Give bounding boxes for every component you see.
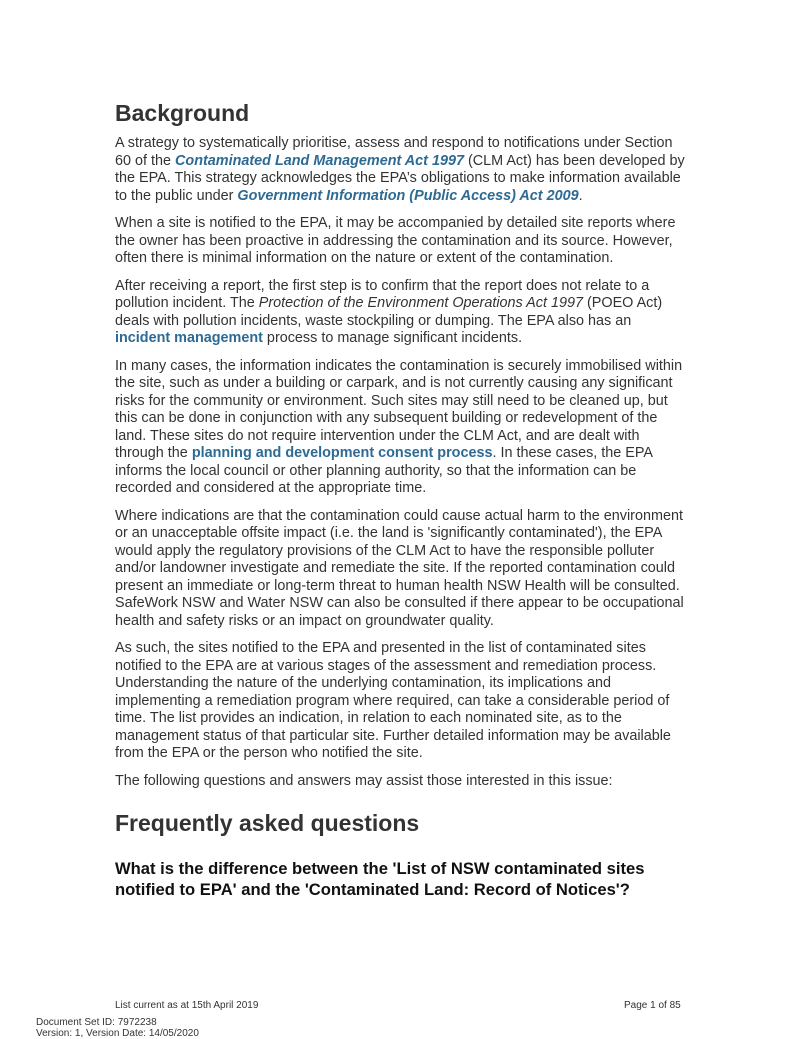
clm-act-link[interactable]: Contaminated Land Management Act 1997 [175, 152, 464, 169]
footer-page-number: Page 1 of 85 [624, 1000, 681, 1011]
paragraph-first-step: After receiving a report, the first step is to confirm that the report does not relate to a pollution incident. The Protection of the Environment Operations Act 1997 (POEO Act) deals with pollution incidents, waste stockpiling or dumping. The EPA also has an incident management process to manage significant incidents. [115, 277, 663, 346]
faq-question-1: What is the difference between the 'List of NSW contaminated sites notified to EPA' and the 'Contaminated Land: Record of Notices'? [115, 859, 645, 899]
faq-heading: Frequently asked questions [115, 810, 420, 836]
document-set-id: Document Set ID: 7972238 [36, 1017, 157, 1028]
paragraph-following: The following questions and answers may assist those interested in this issue: [115, 772, 613, 789]
paragraph-as-such: As such, the sites notified to the EPA and presented in the list of contaminated sites notified to the EPA are at various stages of the assessment and remediation process. Understanding the nature of the underlying contamination, its implications and implementing a remediation program where required, can take a considerable period of time. The list provides an indication, in relation to each nominated site, as to the management status of that particular site. Further detailed information may be available from the EPA or the person who notified the site. [115, 640, 671, 761]
background-heading: Background [115, 100, 250, 126]
paragraph-notified: When a site is notified to the EPA, it may be accompanied by detailed site reports where the owner has been proactive in addressing the contamination and its source. However, often there is minimal information on the nature or extent of the contamination. [115, 215, 676, 266]
paragraph-strategy: A strategy to systematically prioritise, assess and respond to notifications under Section 60 of the Contaminated Land Management Act 1997 (CLM Act) has been developed by the EPA. This strategy acknowledges the EPA’s obligations to make information available to the public under Government Information (Public Access) Act 2009. [115, 135, 685, 204]
page-content [115, 96, 685, 900]
planning-consent-link[interactable]: planning and development consent process [191, 445, 493, 461]
document-version: Version: 1, Version Date: 14/05/2020 [36, 1028, 199, 1039]
paragraph-indications: Where indications are that the contamination could cause actual harm to the environment or an unacceptable offsite impact (i.e. the land is 'significantly contaminated'), the EPA would apply the regulatory provisions of the CLM Act to have the responsible polluter and/or landowner investigate and remediate the site. If the reported contamination could present an immediate or long-term threat to human health NSW Health will be consulted. SafeWork NSW and Water NSW can also be consulted if there appear to be occupational health and safety risks or an impact on groundwater quality. [115, 507, 684, 629]
incident-management-link[interactable]: incident management [115, 330, 263, 346]
paragraph-many-cases: In many cases, the information indicates the contamination is securely immobilised within the site, such as under a building or carpark, and is not currently causing any significant risks for the community or environment. Such sites may still need to be cleaned up, but this can be done in conjunction with any subsequent building or redevelopment of the land. These sites do not require intervention under the CLM Act, and are dealt with through the planning and development consent process. In these cases, the EPA informs the local council or other planning authority, so that the information can be recorded and considered at the appropriate time. [115, 357, 683, 496]
gipa-act-link[interactable]: Government Information (Public Access) Act 2009 [237, 187, 579, 204]
footer-list-date: List current as at 15th April 2019 [115, 1000, 259, 1011]
